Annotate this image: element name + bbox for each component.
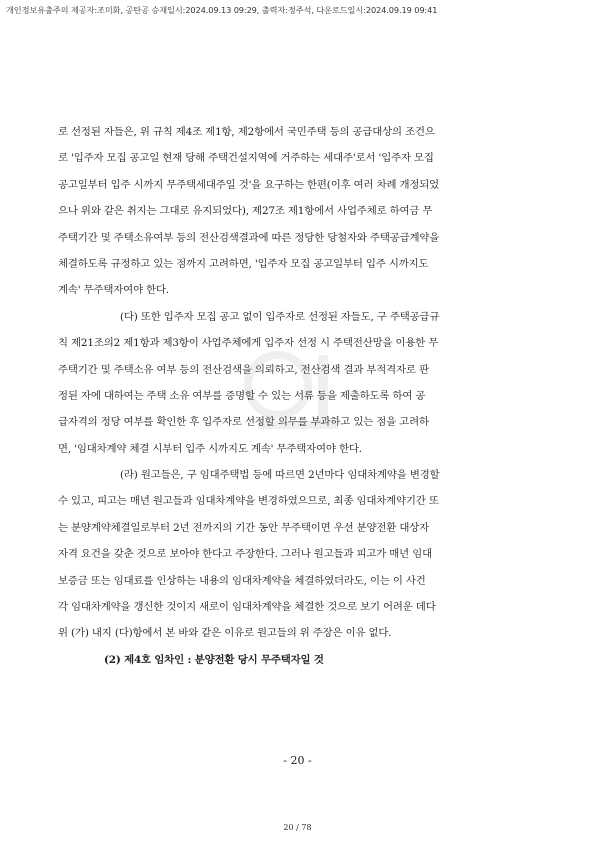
body-line: (라) 원고들은, 구 임대주택법 등에 따르면 2년마다 임대차계약을 변경할	[120, 469, 440, 482]
body-line: 는 분양계약체결일로부터 2년 전까지의 기간 동안 무주택이면 우선 분양전환 대상자	[58, 521, 430, 534]
page-counter: 20 / 78	[283, 823, 312, 832]
body-line: 체결하도록 규정하고 있는 점까지 고려하면, '입주자 모집 공고일부터 입주 시까지도	[58, 257, 429, 270]
body-line: 으나 위와 같은 취지는 그대로 유지되었다), 제27조 제1항에서 사업주체로 하여금 무	[58, 205, 433, 218]
body-line: (다) 또한 입주자 모집 공고 없이 입주자로 선정된 자들도, 구 주택공급규	[120, 310, 440, 323]
section-subheading: (2) 제4호 임차인 : 분양전환 당시 무주택자일 것	[104, 653, 324, 666]
body-line: 보증금 또는 임대료를 인상하는 내용의 임대차계약을 체결하였더라도, 이는 이 사건	[58, 574, 426, 587]
header-meta: 개인정보유출주의 제공자:조미화, 공탄공 승재일시:2024.09.13 09:29, 출력자:정주석, 다운로드일시:2024.09.19 09:41	[6, 5, 438, 15]
body-line: 공고일부터 입주 시까지 무주택세대주일 것'을 요구하는 한편(이후 여러 차례 개정되었	[58, 178, 440, 191]
body-line: 면, '임대차계약 체결 시부터 입주 시까지도 계속' 무주택자여야 한다.	[58, 442, 362, 455]
body-line: 칙 제21조의2 제1항과 제3항이 사업주체에게 입주자 선정 시 주택전산망을 이용한 무	[58, 337, 439, 350]
body-line: 로 '입주자 모집 공고일 현재 당해 주택건설지역에 거주하는 세대주'로서 '입주자 모집	[58, 152, 434, 165]
document-body	[58, 119, 528, 673]
body-line: 자격 요건을 갖춘 것으로 보아야 한다고 주장한다. 그러나 원고들과 피고가 매년 임대	[58, 548, 433, 561]
body-line: 주택기간 및 주택소유여부 등의 전산검색결과에 따른 정당한 당첨자와 주택공급계약을	[58, 231, 440, 244]
body-line: 각 임대차계약을 갱신한 것이지 새로이 임대차계약을 체결한 것으로 보기 어려운 데다	[58, 601, 436, 614]
body-line: 급자격의 정당 여부를 확인한 후 입주자로 선정할 의무를 부과하고 있는 점을 고려하	[58, 416, 429, 429]
body-line: 정된 자에 대하여는 주택 소유 여부를 증명할 수 있는 서류 등을 제출하도록 하여 공	[58, 389, 426, 402]
body-line: 계속' 무주택자여야 한다.	[58, 284, 170, 297]
body-line: 수 있고, 피고는 매년 원고들과 임대차계약을 변경하였으므로, 최종 임대차계약기간 또	[58, 495, 439, 508]
body-line: 로 선정된 자들은, 위 규칙 제4조 제1항, 제2항에서 국민주택 등의 공급대상의 조건으	[58, 126, 435, 138]
body-line: 주택기간 및 주택소유 여부 등의 전산검색을 의뢰하고, 전산검색 결과 부적격자로 판	[58, 363, 429, 376]
body-line: 위 (가) 내지 (다)항에서 본 바와 같은 이유로 원고들의 위 주장은 이유 없다.	[58, 627, 392, 640]
page-number: - 20 -	[283, 754, 312, 767]
